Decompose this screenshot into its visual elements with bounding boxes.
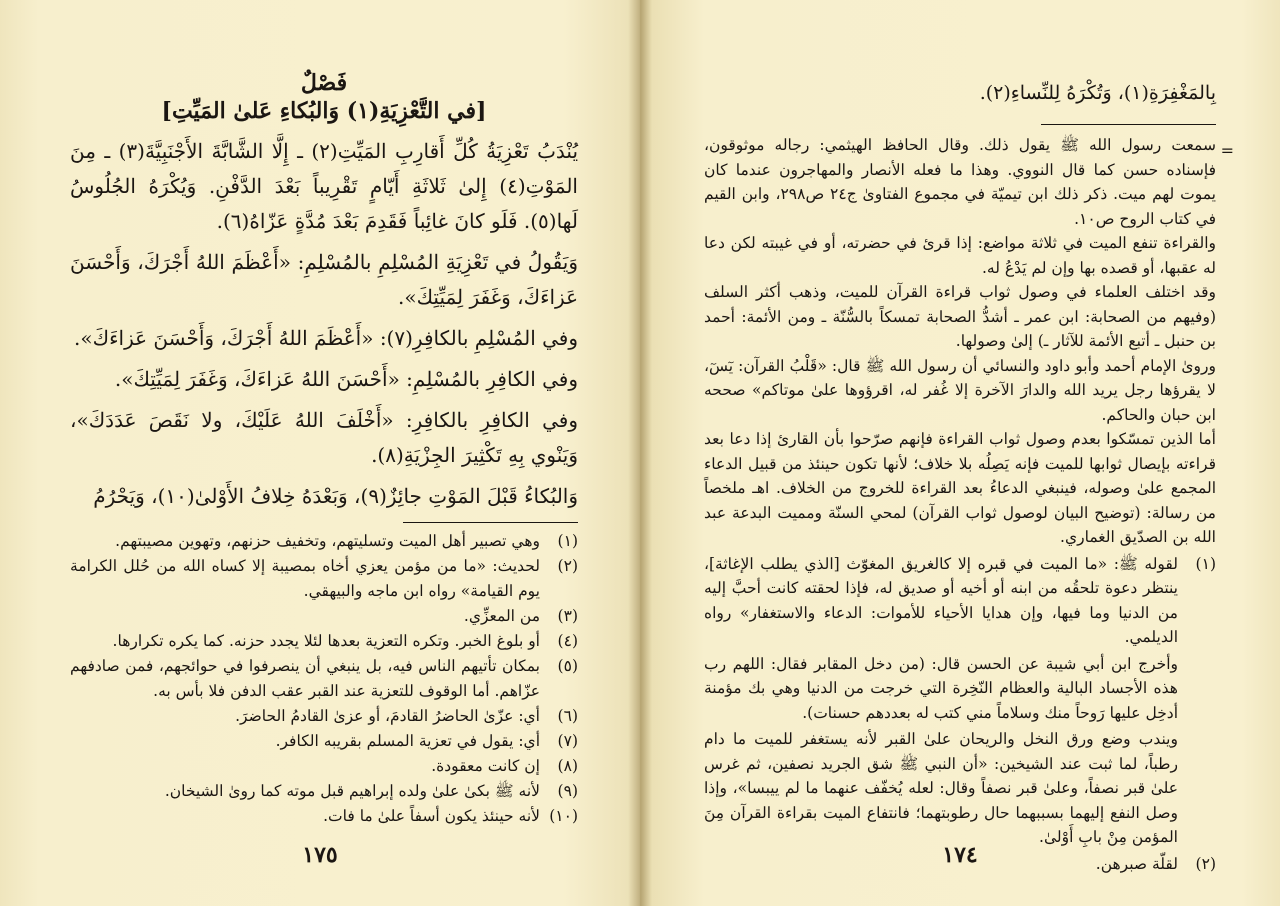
footnote-number: (٢) (557, 557, 578, 575)
footnote (70, 804, 578, 829)
footnote-paragraph: سمعت رسول الله ﷺ يقول ذلك. وقال الحافظ الهيثمي: رجاله موثوقون، فإسناده حسن كما قال النووي. وهذا ما فعله الأنصار والمهاجرون عندما كان يموت لهم ميت. ذكر ذلك ابن تيميّة في مجموع الفتاوىٰ ج٢٤ ص٢٩٨، وابن القيم في كتاب الروح ص١٠. (704, 136, 1216, 228)
footnote (70, 629, 578, 654)
footnote-text: لأنه حينئذ يكون أسفاً علىٰ ما فات. (323, 807, 540, 825)
body-paragraph: وَيَقُولُ في تَعْزِيَةِ المُسْلِمِ بالمُسْلِمِ: «أَعْظَمَ اللهُ أَجْرَكَ، وَأَحْسَنَ عَزاءَكَ، وَغَفَرَ لِمَيِّتِكَ». (70, 250, 578, 309)
footnote-text: وأخرج ابن أبي شيبة عن الحسن قال: (من دخل المقابر فقال: اللهم رب هذه الأجساد البالية والعظام النّخِرة التي خرجت من الدنيا وهي بك مؤمنة أدخِل عليها رَوحاً منك وسلاماً مني كتب له بعددهم حسنات). (704, 654, 1178, 722)
body-paragraph: وَالبُكاءُ قَبْلَ المَوْتِ جائِزٌ(٩)، وَبَعْدَهُ خِلافُ الأَوْلىٰ(١٠)، وَيَحْرُمُ (93, 484, 578, 508)
footnote-number: (٩) (557, 782, 578, 800)
body-paragraph: وفي المُسْلِمِ بالكافِرِ(٧): «أَعْظَمَ اللهُ أَجْرَكَ، وَأَحْسَنَ عَزاءَكَ». (74, 326, 578, 350)
footnote (70, 654, 578, 704)
footnote (70, 754, 578, 779)
footnote-text: لأنه ﷺ بكىٰ علىٰ ولده إبراهيم قبل موته كما روىٰ الشيخان. (164, 782, 540, 800)
footnote-number: (٥) (557, 657, 578, 675)
footnote-paragraph: والقراءة تنفع الميت في ثلاثة مواضع: إذا قرئ في حضرته، أو في غيبته لكن دعا له عقبها، أو قصده بها وإن لم يَدْعُ له. (704, 234, 1216, 277)
footnote (70, 529, 578, 554)
right-page (640, 0, 1280, 906)
footnote-text: من المعزِّي. (463, 607, 540, 625)
footnote-text: لحديث: «ما من مؤمن يعزي أخاه بمصيبة إلا كساه الله من حُلل الكرامة يوم القيامة» رواه ابن ماجه والبيهقي. (70, 557, 540, 600)
footnote (704, 552, 1216, 650)
footnote-number (1178, 652, 1216, 726)
footnote-paragraph: أما الذين تمسّكوا بعدم وصول ثواب القراءة فإنهم صرّحوا بأن القارئ إذا دعا بعد قراءته بإيصال ثوابها للميت فإنه يَصِلُه بلا خلاف؛ لأنها تكون حينئذ من قبيل الدعاء المجمع علىٰ وصوله، فينبغي الدعاءُ بعد القراءة للخروج من الخلاف. اهـ ملخصاً من رسالة: (توضيح البيان لوصول ثواب القرآن) لمحي السنّة ومميت البدعة عبد الله بن الصدّيق الغماري. (704, 430, 1216, 546)
footnote (70, 729, 578, 754)
footnote (70, 779, 578, 804)
footnote-number: (٦) (557, 707, 578, 725)
footnote-text: أي: يقول في تعزية المسلم بقريبه الكافر. (275, 732, 540, 750)
footnote (70, 704, 578, 729)
footnote-text: وهي تصبير أهل الميت وتسليتهم، وتخفيف حزنهم، وتهوين مصيبتهم. (115, 532, 540, 550)
continuation-text: بِالمَغْفِرَةِ(١)، وَتُكْرَهُ لِلنِّساءِ(٢). (979, 82, 1216, 104)
footnote-text: لقوله ﷺ: «ما الميت في قبره إلا كالغريق المغوّث [الذي يطلب الإغاثة]، ينتظر دعوة تلحقُه من ابنه أو أخيه أو صديق له، فإذا لحقته كانت أحبَّ إليه من الدنيا وما فيها، وإن هدايا الأحياء للأموات: الدعاء والاستغفار» رواه الديلمي. (704, 554, 1178, 646)
footnote-number: (٣) (557, 607, 578, 625)
footnote-continued (704, 133, 1216, 550)
footnote (70, 604, 578, 629)
footnote-text: لقلّة صبرهن. (1095, 854, 1178, 873)
footnote-number: (١) (1195, 554, 1216, 573)
footnote-text: ويندب وضع ورق النخل والريحان علىٰ القبر لأنه يستغفر للميت ما دام رطباً، لما ثبت عند الشيخين: «أن النبي ﷺ شق الجريد نصفين، ثم غرس علىٰ قبر نصفاً، وعلىٰ قبر نصفاً وقال: لعله يُخفّف عنهما ما لم ييبسا»، وإذا وصل النفع إليهما بسببهما حال رطوبتهما؛ فانتفاع الميت بقراءة القرآن مِنَ المؤمن مِنْ بابِ أَوْلىٰ. (704, 730, 1178, 846)
body-paragraph: يُنْدَبُ تَعْزِيَةُ كُلِّ أَقارِبِ المَيِّتِ(٢) ـ إِلَّا الشَّابَّةَ الأَجْنَبِيَّةَ(٣) ـ مِنَ المَوْتِ(٤) إِلىٰ ثَلاثَةِ أَيّامٍ تَقْرِيباً بَعْدَ الدَّفْنِ. وَيُكْرَهُ الجُلُوسُ لَها(٥). فَلَو كانَ غائِباً فَقَدِمَ بَعْدَ مُدَّةٍ عَزّاهُ(٦). (70, 139, 579, 233)
footnote-text: أو بلوغ الخبر. وتكره التعزية بعدها لئلا يجدد حزنه. كما يكره تكرارها. (112, 632, 540, 650)
footnote-paragraph: وقد اختلف العلماء في وصول ثواب قراءة القرآن للميت، وذهب أكثر السلف (وفيهم من الصحابة: ابن عمر ـ أشدُّ الصحابة تمسكاً بالسُّنّة ـ ومن الأئمة: أحمد بن حنبل ـ أتبع الأئمة للآثار ـ) إلىٰ وصولها. (704, 283, 1216, 350)
footnote-text: أي: عزّىٰ الحاضرُ القادمَ، أو عزىٰ القادمُ الحاضرَ. (235, 707, 540, 725)
footnote-number: (٤) (557, 632, 578, 650)
section-heading: فَصْلٌ (300, 70, 348, 96)
footnote-number: (٨) (557, 757, 578, 775)
footnote-paragraph: وروىٰ الإمام أحمد وأبو داود والنسائي أن رسول الله ﷺ قال: «قَلْبُ القرآن: يٓسٓ، لا يقرؤها رجل يريد الله والدارَ الآخرة إلا غُفر له، اقرؤوها علىٰ موتاكم» صححه ابن حبان والحاكم. (704, 356, 1216, 424)
continuation-mark: = (1220, 141, 1234, 160)
section-subheading: [في التَّعْزِيَةِ(١) وَالبُكاءِ عَلىٰ المَيِّتِ] (161, 98, 487, 124)
footnote-divider (1041, 124, 1216, 125)
footnote-number: (٢) (1195, 854, 1216, 873)
footnote (704, 652, 1216, 726)
footnote-text: إن كانت معقودة. (431, 757, 540, 775)
footnote-divider (403, 522, 578, 523)
footnote-number: (١) (557, 532, 578, 550)
footnote-number: (١٠) (549, 807, 578, 825)
body-paragraph: وفي الكافِرِ بالكافِرِ: «أَخْلَفَ اللهُ عَلَيْكَ، ولا نَقَصَ عَدَدَكَ»، وَيَنْوي بِهِ تَكْثِيرَ الجِزْيَةِ(٨). (70, 408, 578, 467)
footnote-number: (٧) (557, 732, 578, 750)
footnote-number (1178, 727, 1216, 850)
footnote (704, 727, 1216, 850)
footnote (70, 554, 578, 604)
page-number: ١٧٥ (302, 842, 338, 868)
footnote-text: بمكان تأتيهم الناس فيه، بل ينبغي أن ينصرفوا في حوائجهم، فمن صادفهم عزّاهم. أما الوقوف للتعزية عند القبر عقب الدفن فلا بأس به. (70, 657, 540, 700)
body-paragraph: وفي الكافِرِ بالمُسْلِمِ: «أَحْسَنَ اللهُ عَزاءَكَ، وَغَفَرَ لِمَيِّتِكَ». (114, 367, 578, 391)
page-number: ١٧٤ (942, 842, 978, 868)
